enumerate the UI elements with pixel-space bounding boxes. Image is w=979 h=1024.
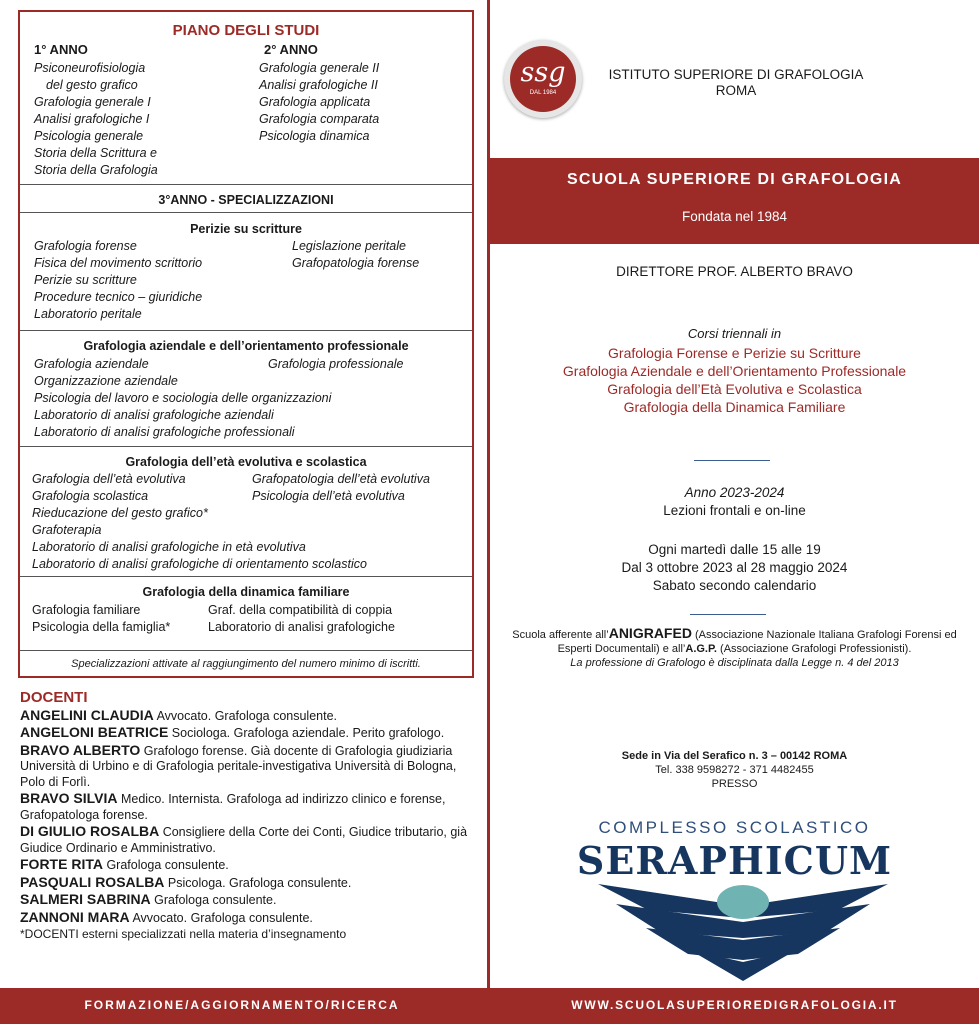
- seraphicum-subtitle: COMPLESSO SCOLASTICO: [598, 818, 871, 837]
- teacher-name: PASQUALI ROSALBA: [20, 873, 165, 890]
- course-item: Grafologia dell’età evolutiva: [32, 472, 186, 486]
- sede-presso: PRESSO: [711, 778, 758, 790]
- teacher-desc: Consigliere della Corte dei Conti, Giudice tributario, già Giudice Ordinario e Amministrativo.: [20, 825, 468, 855]
- teacher-name: DI GIULIO ROSALBA: [20, 823, 160, 839]
- course-item: Graf. della compatibilità di coppia: [208, 603, 393, 617]
- course-item: Laboratorio peritale: [34, 307, 142, 321]
- year1-heading: 1° ANNO: [34, 42, 88, 57]
- teachers-footnote: *DOCENTI esterni specializzati nella materia d’insegnamento: [20, 927, 347, 941]
- course-item: Psicologia del lavoro e sociologia delle organizzazioni: [34, 391, 332, 405]
- teacher-name: SALMERI SABRINA: [20, 891, 151, 907]
- specializations-note: Specializzazioni attivate al raggiungimento del numero minimo di iscritti.: [71, 658, 421, 670]
- teachers-section: [20, 690, 480, 943]
- course-item: del gesto grafico: [46, 78, 138, 92]
- school-banner: [490, 158, 979, 244]
- teacher-name: ZANNONI MARA: [20, 908, 130, 925]
- schedule: [490, 541, 979, 595]
- teacher-entry: [20, 791, 480, 823]
- perizie-heading: Perizie su scritture: [190, 222, 302, 236]
- website-link[interactable]: WWW.SCUOLASUPERIOREDIGRAFOLOGIA.IT: [571, 998, 898, 1012]
- director-line: DIRETTORE PROF. ALBERTO BRAVO: [616, 264, 853, 279]
- divider: [20, 330, 472, 331]
- teacher-name: BRAVO SILVIA: [20, 790, 118, 806]
- course-item: Procedure tecnico – giuridiche: [34, 290, 203, 304]
- divider: [20, 446, 472, 447]
- affil-agp-desc: (Associazione Grafologi Professionisti).: [716, 643, 912, 655]
- affil-anigrafed-desc: (Associazione Nazionale Italiana Grafologi Forensi ed Esperti Documentali) e all’: [557, 629, 957, 655]
- divider: [20, 184, 472, 185]
- course-item: Perizie su scritture: [34, 273, 137, 287]
- course-item: Analisi grafologiche I: [34, 112, 150, 126]
- evolutiva-heading: Grafologia dell’età evolutiva e scolastica: [125, 455, 367, 469]
- teacher-name: BRAVO ALBERTO: [20, 741, 141, 758]
- teacher-desc: Grafologo forense. Già docente di Grafologia giudiziaria Università di Urbino e di Grafologia peritale-investigativa Università di Bologna, Polo di Forlì.: [20, 743, 457, 789]
- ssg-logo: [504, 40, 582, 118]
- course-item: Psicologia dell’età evolutiva: [252, 489, 405, 503]
- footer-tagline: FORMAZIONE/AGGIORNAMENTO/RICERCA: [84, 998, 400, 1012]
- course-item: Grafologia applicata: [259, 95, 371, 109]
- affil-prefix: Scuola afferente all’: [512, 629, 609, 641]
- year-label: Anno 2023-2024: [684, 485, 785, 500]
- teacher-name: FORTE RITA: [20, 856, 103, 872]
- course-line: Grafologia dell’Età Evolutiva e Scolastica: [607, 381, 862, 397]
- teacher-entry: [20, 892, 480, 909]
- institute-line2: ROMA: [715, 83, 757, 98]
- course-line: Grafologia della Dinamica Familiare: [623, 399, 846, 415]
- teacher-entry: [20, 824, 480, 856]
- course-item: Organizzazione aziendale: [34, 374, 178, 388]
- schedule-line: Dal 3 ottobre 2023 al 28 maggio 2024: [621, 560, 848, 575]
- perizie-right-list: [292, 238, 419, 272]
- institute-line1: ISTITUTO SUPERIORE DI GRAFOLOGIA: [608, 67, 864, 82]
- headquarters: [490, 749, 979, 791]
- course-item: Storia della Scrittura e: [34, 146, 157, 160]
- affiliation-text: [490, 626, 979, 670]
- ssg-logo-badge: [510, 46, 576, 112]
- teacher-desc: Avvocato. Grafologa consulente.: [129, 910, 313, 925]
- course-item: Storia della Grafologia: [34, 163, 158, 177]
- schedule-line: Ogni martedì dalle 15 alle 19: [648, 542, 821, 557]
- courses-intro: Corsi triennali in: [687, 326, 782, 341]
- course-item: Grafologia scolastica: [32, 489, 149, 503]
- course-item: Psicologia generale: [34, 129, 144, 143]
- divider-short: [694, 460, 770, 461]
- year3-heading: 3°ANNO - SPECIALIZZAZIONI: [158, 193, 334, 207]
- teacher-desc: Avvocato. Grafologa consulente.: [153, 708, 338, 723]
- teacher-entry: [20, 875, 480, 892]
- law-note: La professione di Grafologo è disciplinata dalla Legge n. 4 del 2013: [570, 657, 899, 669]
- aziendale-heading: Grafologia aziendale e dell’orientamento professionale: [83, 339, 409, 353]
- year2-list: [259, 60, 379, 145]
- sede-phone: Tel. 338 9598272 - 371 4482455: [655, 764, 814, 776]
- course-item: Rieducazione del gesto grafico*: [32, 506, 208, 520]
- teacher-entry: [20, 910, 480, 927]
- perizie-left-list: [34, 238, 202, 323]
- course-item: Psicologia dinamica: [259, 129, 370, 143]
- teacher-desc: Grafologa consulente.: [150, 893, 277, 907]
- course-item: Laboratorio di analisi grafologiche di orientamento scolastico: [32, 557, 367, 571]
- course-item: Psicologia della famiglia*: [32, 620, 171, 634]
- sede-address: Sede in Via del Serafico n. 3 – 00142 ROMA: [621, 750, 848, 762]
- teacher-entry: [20, 708, 480, 725]
- teacher-entry: [20, 743, 480, 791]
- teacher-name: ANGELINI CLAUDIA: [20, 706, 154, 723]
- year1-list: [34, 60, 158, 179]
- study-plan-title: PIANO DEGLI STUDI: [172, 22, 320, 39]
- teacher-desc: Sociologa. Grafologa aziendale. Perito grafologo.: [168, 726, 445, 740]
- course-item: Grafologia professionale: [268, 357, 404, 371]
- familiare-left-list: [32, 602, 170, 636]
- course-item: Psiconeurofisiologia: [34, 61, 146, 75]
- anigrafed-name: ANIGRAFED: [608, 625, 692, 641]
- divider-short: [690, 614, 766, 615]
- aziendale-right-list: [268, 356, 404, 373]
- course-item: Legislazione peritale: [292, 239, 406, 253]
- course-item: Analisi grafologiche II: [259, 78, 378, 92]
- seraphicum-emblem-icon: [598, 876, 888, 981]
- course-item: Grafologia familiare: [32, 603, 141, 617]
- course-item: Grafologia generale II: [259, 61, 380, 75]
- course-line: Grafologia Forense e Perizie su Scritture: [608, 345, 861, 361]
- academic-year: [490, 484, 979, 520]
- school-founded: Fondata nel 1984: [681, 209, 788, 224]
- divider: [20, 576, 472, 577]
- divider: [20, 212, 472, 213]
- course-item: Grafologia generale I: [34, 95, 151, 109]
- logo-subtext: DAL 1984: [529, 90, 557, 96]
- course-item: Laboratorio di analisi grafologiche aziendali: [34, 408, 274, 422]
- left-column: [0, 0, 484, 988]
- course-item: Laboratorio di analisi grafologiche in età evolutiva: [32, 540, 306, 554]
- teachers-list: [20, 708, 480, 927]
- agp-name: A.G.P.: [685, 643, 717, 655]
- lesson-mode: Lezioni frontali e on-line: [663, 503, 806, 518]
- footer-bar: [0, 988, 979, 1024]
- course-item: Grafologia forense: [34, 239, 137, 253]
- course-item: Grafologia comparata: [259, 112, 380, 126]
- seraphicum-title: SERAPHICUM: [576, 838, 893, 883]
- school-title: SCUOLA SUPERIORE DI GRAFOLOGIA: [567, 171, 902, 188]
- evolutiva-right-list: [252, 471, 430, 505]
- teacher-desc: Psicologa. Grafologa consulente.: [164, 875, 352, 890]
- teacher-desc: Medico. Internista. Grafologa ad indirizzo clinico e forense, Grafopatologa forense.: [20, 792, 446, 822]
- teachers-title: DOCENTI: [20, 689, 88, 706]
- course-item: Grafopatologia forense: [292, 256, 420, 270]
- study-plan-box: [18, 10, 474, 678]
- divider: [20, 650, 472, 651]
- course-item: Grafopatologia dell’età evolutiva: [252, 472, 430, 486]
- year2-heading: 2° ANNO: [264, 42, 318, 57]
- familiare-right-list: [208, 602, 395, 636]
- familiare-heading: Grafologia della dinamica familiare: [142, 585, 350, 599]
- institute-name: [608, 67, 864, 99]
- teacher-desc: Grafologa consulente.: [102, 858, 229, 872]
- logo-text: ssg: [520, 57, 566, 88]
- course-item: Laboratorio di analisi grafologiche: [208, 620, 395, 634]
- teacher-entry: [20, 725, 480, 742]
- teacher-entry: [20, 857, 480, 874]
- course-item: Grafoterapia: [32, 523, 102, 537]
- course-item: Grafologia aziendale: [34, 357, 149, 371]
- schedule-line: Sabato secondo calendario: [652, 578, 817, 593]
- course-line: Grafologia Aziendale e dell’Orientamento Professionale: [562, 363, 907, 379]
- course-item: Laboratorio di analisi grafologiche professionali: [34, 425, 295, 439]
- course-item: Fisica del movimento scrittorio: [34, 256, 203, 270]
- teacher-name: ANGELONI BEATRICE: [20, 724, 169, 740]
- right-column: [490, 0, 979, 988]
- courses-list: [490, 344, 979, 416]
